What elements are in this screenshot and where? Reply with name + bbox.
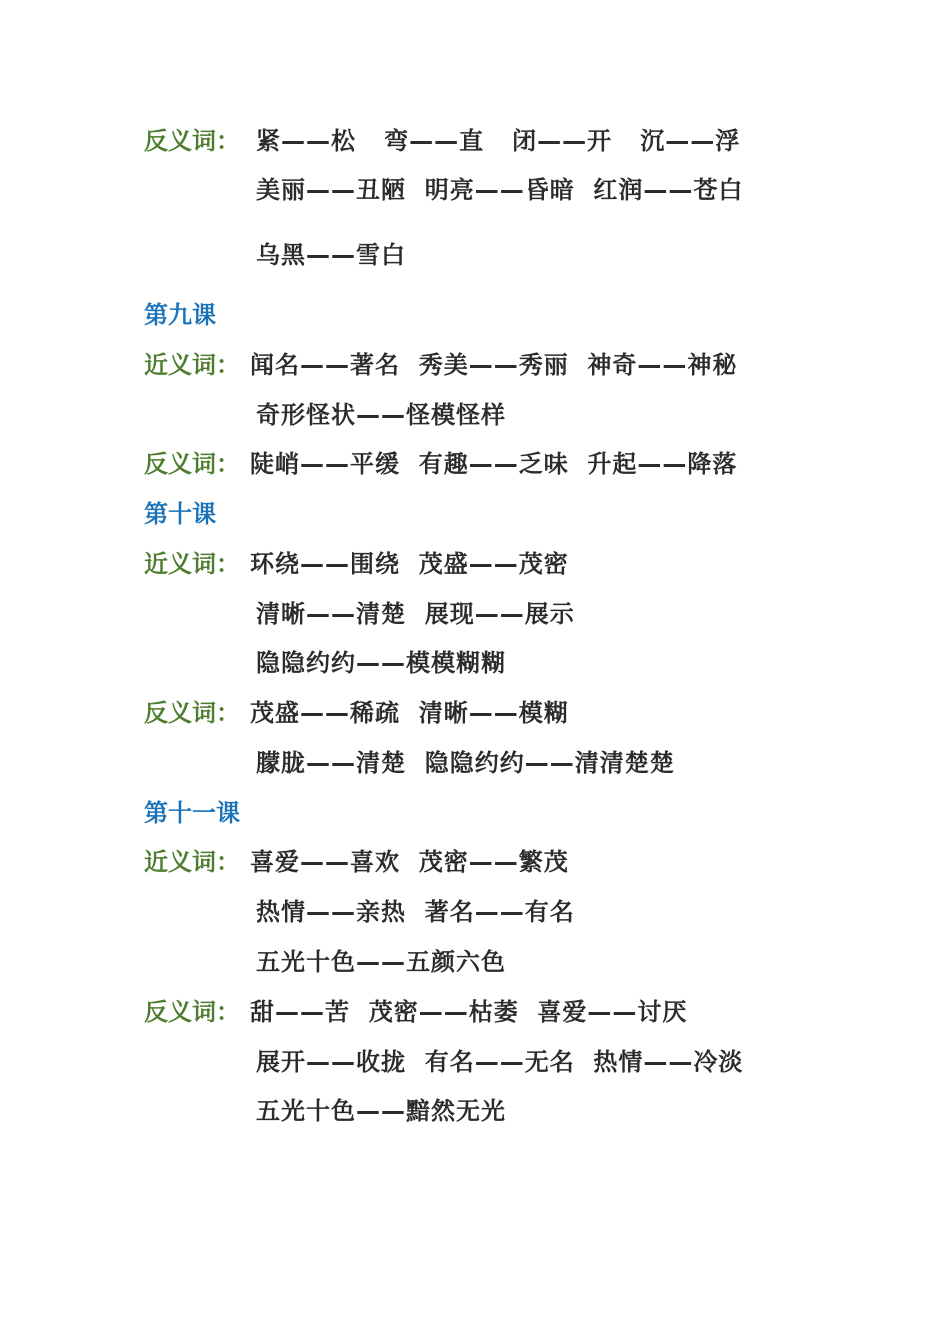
lesson-title: 第十课 <box>144 500 216 528</box>
antonym-line: 紧——松 弯——直 闭——开 沉——浮 <box>256 127 741 155</box>
antonym-line: 美丽——丑陋 明亮——昏暗 红润——苍白 <box>256 176 744 204</box>
antonym-line: 茂盛——稀疏 清晰——模糊 <box>250 699 569 727</box>
synonym-line: 热情——亲热 著名——有名 <box>256 898 575 926</box>
synonym-line: 五光十色——五颜六色 <box>256 948 506 976</box>
antonym-line: 甜——苦 茂密——枯萎 喜爱——讨厌 <box>250 998 688 1026</box>
synonym-label: 近义词： <box>144 848 240 876</box>
synonym-line: 环绕——围绕 茂盛——茂密 <box>250 550 569 578</box>
antonym-line: 陡峭——平缓 有趣——乏味 升起——降落 <box>250 450 738 478</box>
synonym-line: 奇形怪状——怪模怪样 <box>256 401 506 429</box>
synonym-line: 隐隐约约——模模糊糊 <box>256 649 506 677</box>
antonym-label: 反义词： <box>144 998 240 1026</box>
antonym-line: 五光十色——黯然无光 <box>256 1097 506 1125</box>
antonym-label: 反义词： <box>144 127 240 155</box>
synonym-line: 喜爱——喜欢 茂密——繁茂 <box>250 848 569 876</box>
synonym-label: 近义词： <box>144 550 240 578</box>
synonym-line: 清晰——清楚 展现——展示 <box>256 600 575 628</box>
antonym-label: 反义词： <box>144 450 240 478</box>
lesson-title: 第十一课 <box>144 799 240 827</box>
antonym-line: 乌黑——雪白 <box>256 241 406 269</box>
antonym-line: 朦胧——清楚 隐隐约约——清清楚楚 <box>256 749 675 777</box>
antonym-label: 反义词： <box>144 699 240 727</box>
synonym-line: 闻名——著名 秀美——秀丽 神奇——神秘 <box>250 351 738 379</box>
lesson-title: 第九课 <box>144 301 216 329</box>
antonym-line: 展开——收拢 有名——无名 热情——冷淡 <box>256 1048 744 1076</box>
synonym-label: 近义词： <box>144 351 240 379</box>
